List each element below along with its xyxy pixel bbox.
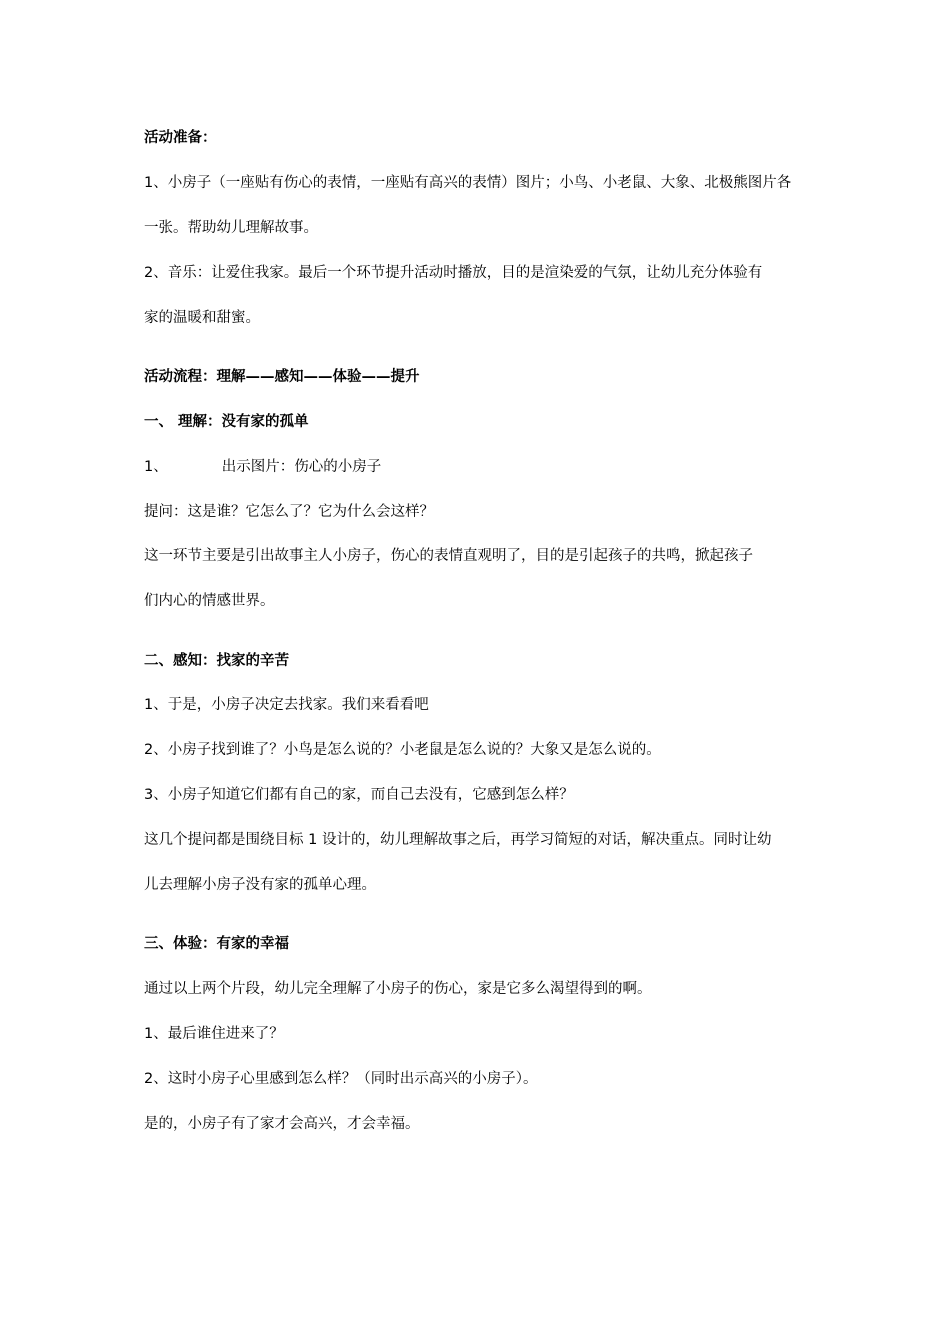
prep-item-2-line-1: 2、音乐：让爱住我家。最后一个环节提升活动时播放，目的是渲染爱的气氛，让幼儿充分体验有	[144, 265, 763, 281]
section-2-note-line-2: 儿去理解小房子没有家的孤单心理。	[144, 877, 376, 893]
section-1-note-line-2: 们内心的情感世界。	[144, 593, 275, 609]
prep-item-1-line-2: 一张。帮助幼儿理解故事。	[144, 220, 318, 236]
section-3-heading: 三、体验：有家的幸福	[144, 936, 289, 952]
section-2-heading: 二、感知：找家的辛苦	[144, 653, 289, 669]
section-2-item-1: 1、于是，小房子决定去找家。我们来看看吧	[144, 697, 429, 713]
prep-item-2-line-2: 家的温暖和甜蜜。	[144, 310, 260, 326]
section-2-item-2: 2、小房子找到谁了？小鸟是怎么说的？小老鼠是怎么说的？大象又是怎么说的。	[144, 742, 661, 758]
section-3-conclusion: 是的，小房子有了家才会高兴，才会幸福。	[144, 1116, 420, 1132]
section-3-item-2: 2、这时小房子心里感到怎么样？（同时出示高兴的小房子）。	[144, 1071, 538, 1087]
section-1-item-1-text: 出示图片：伤心的小房子	[221, 459, 382, 475]
section-1-note-line-1: 这一环节主要是引出故事主人小房子，伤心的表情直观明了，目的是引起孩子的共鸣，掀起孩子	[144, 548, 753, 564]
section-3-item-1: 1、最后谁住进来了？	[144, 1026, 284, 1042]
section-1-item-1-number: 1、	[144, 459, 168, 475]
section-2-note-line-1: 这几个提问都是围绕目标 1 设计的，幼儿理解故事之后，再学习简短的对话，解决重点。同时让幼	[144, 832, 772, 848]
prep-heading: 活动准备：	[144, 130, 217, 146]
section-1-question: 提问：这是谁？它怎么了？它为什么会这样？	[144, 504, 434, 520]
section-3-intro: 通过以上两个片段，幼儿完全理解了小房子的伤心，家是它多么渴望得到的啊。	[144, 981, 652, 997]
prep-item-1-line-1: 1、小房子（一座贴有伤心的表情，一座贴有高兴的表情）图片；小鸟、小老鼠、大象、北极熊图片各	[144, 175, 792, 191]
flow-heading: 活动流程：理解——感知——体验——提升	[144, 369, 420, 385]
section-1-heading: 一、 理解：没有家的孤单	[144, 414, 309, 430]
section-2-item-3: 3、小房子知道它们都有自己的家，而自己去没有，它感到怎么样？	[144, 787, 574, 803]
section-1-item-1	[144, 457, 381, 477]
